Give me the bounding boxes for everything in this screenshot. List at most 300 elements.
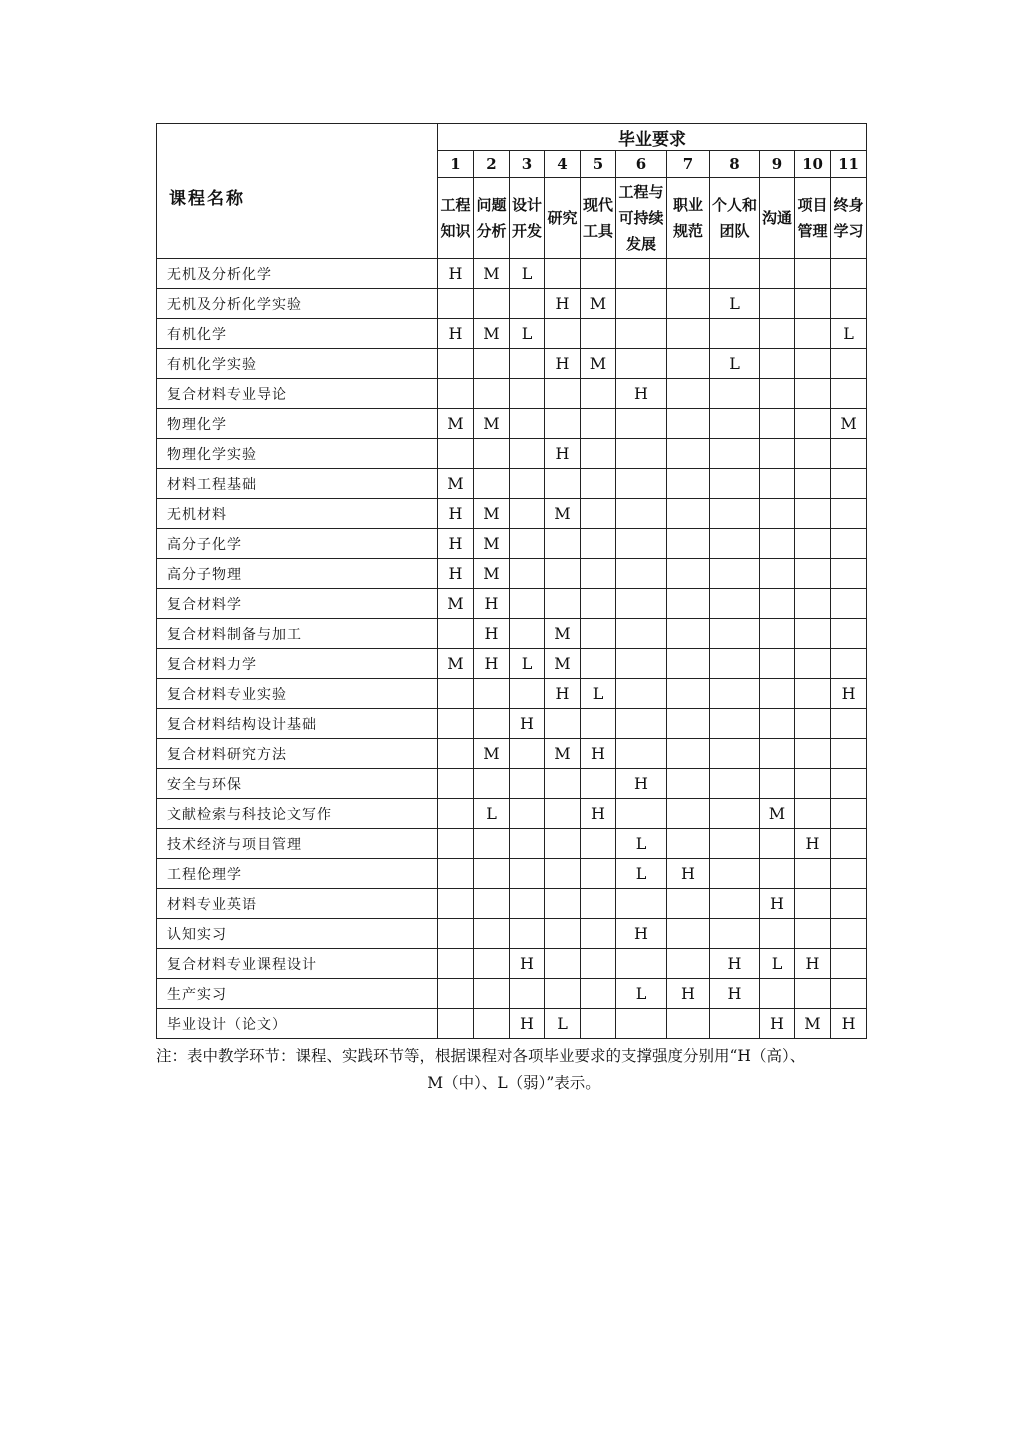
course-name: 复合材料专业课程设计 (157, 949, 438, 979)
support-level-cell (795, 739, 831, 769)
support-level-cell: L (581, 679, 616, 709)
support-level-cell: L (710, 289, 760, 319)
support-level-cell: L (474, 799, 510, 829)
support-level-cell: H (760, 889, 795, 919)
support-level-cell: H (545, 349, 581, 379)
support-level-cell (438, 439, 474, 469)
support-level-cell (795, 349, 831, 379)
support-level-cell (667, 649, 710, 679)
support-level-cell (474, 679, 510, 709)
support-level-cell (438, 709, 474, 739)
support-level-cell (760, 829, 795, 859)
support-level-cell (667, 559, 710, 589)
course-name: 物理化学 (157, 409, 438, 439)
support-level-cell: M (474, 559, 510, 589)
course-name: 材料专业英语 (157, 889, 438, 919)
support-level-cell (795, 619, 831, 649)
support-level-cell (760, 709, 795, 739)
course-name: 物理化学实验 (157, 439, 438, 469)
support-level-cell (438, 919, 474, 949)
course-name: 无机及分析化学 (157, 259, 438, 289)
support-level-cell (667, 769, 710, 799)
support-level-cell (545, 799, 581, 829)
support-level-cell (474, 469, 510, 499)
support-level-cell (510, 409, 545, 439)
support-level-cell (545, 409, 581, 439)
support-level-cell: H (438, 559, 474, 589)
support-level-cell: L (760, 949, 795, 979)
support-level-cell: H (667, 859, 710, 889)
support-level-cell (510, 919, 545, 949)
table-row (157, 709, 867, 739)
course-name: 毕业设计（论文） (157, 1009, 438, 1039)
support-level-cell (510, 769, 545, 799)
course-name: 无机材料 (157, 499, 438, 529)
requirement-name (510, 178, 545, 259)
course-name: 复合材料专业实验 (157, 679, 438, 709)
support-level-cell (760, 439, 795, 469)
support-level-cell: H (616, 919, 667, 949)
support-level-cell (710, 409, 760, 439)
support-level-cell: M (474, 409, 510, 439)
support-level-cell (474, 829, 510, 859)
support-level-cell (795, 259, 831, 289)
support-level-cell (760, 679, 795, 709)
support-level-cell (795, 889, 831, 919)
support-level-cell (831, 589, 867, 619)
support-level-cell (667, 949, 710, 979)
support-level-cell (545, 979, 581, 1009)
support-level-cell (438, 739, 474, 769)
support-level-cell (510, 499, 545, 529)
support-level-cell (710, 739, 760, 769)
support-level-cell: H (831, 679, 867, 709)
support-level-cell: M (438, 469, 474, 499)
support-level-cell (667, 469, 710, 499)
support-level-cell (510, 289, 545, 319)
support-level-cell (831, 469, 867, 499)
table-row (157, 559, 867, 589)
support-level-cell (760, 319, 795, 349)
support-level-cell: H (438, 319, 474, 349)
support-level-cell: H (616, 379, 667, 409)
support-level-cell (616, 529, 667, 559)
support-level-cell (616, 739, 667, 769)
support-level-cell (710, 319, 760, 349)
support-level-cell (831, 949, 867, 979)
requirement-name-text: 工程知识 (440, 196, 471, 240)
support-level-cell (545, 319, 581, 349)
support-level-cell (616, 259, 667, 289)
table-row (157, 529, 867, 559)
support-level-cell: M (474, 319, 510, 349)
support-level-cell (710, 259, 760, 289)
support-level-cell: H (710, 979, 760, 1009)
support-level-cell (616, 349, 667, 379)
support-level-cell (831, 739, 867, 769)
requirement-number: 2 (474, 151, 510, 178)
support-level-cell (474, 769, 510, 799)
support-level-cell (616, 499, 667, 529)
course-name: 技术经济与项目管理 (157, 829, 438, 859)
course-name: 有机化学 (157, 319, 438, 349)
requirement-name-text: 项目管理 (797, 196, 828, 240)
support-level-cell (667, 709, 710, 739)
course-name: 工程伦理学 (157, 859, 438, 889)
course-name: 复合材料力学 (157, 649, 438, 679)
support-level-cell (581, 439, 616, 469)
support-level-cell (581, 529, 616, 559)
support-level-cell (438, 829, 474, 859)
graduation-requirements-header: 毕业要求 (438, 124, 867, 151)
support-level-cell (710, 649, 760, 679)
course-name: 生产实习 (157, 979, 438, 1009)
support-level-cell (474, 379, 510, 409)
support-level-cell (667, 289, 710, 319)
support-level-cell (831, 859, 867, 889)
course-name: 高分子化学 (157, 529, 438, 559)
support-level-cell (438, 889, 474, 919)
support-level-cell (438, 859, 474, 889)
support-level-cell: M (545, 619, 581, 649)
requirement-name-text: 工程与可持续发展 (618, 183, 664, 253)
support-level-cell (795, 499, 831, 529)
support-level-cell (667, 379, 710, 409)
support-level-cell (710, 529, 760, 559)
support-level-cell (474, 979, 510, 1009)
course-name: 材料工程基础 (157, 469, 438, 499)
support-level-cell (667, 829, 710, 859)
support-level-cell (710, 469, 760, 499)
note-line-1: 注：表中教学环节：课程、实践环节等，根据课程对各项毕业要求的支撑强度分别用“H（高）、 (156, 1047, 806, 1065)
support-level-cell: H (438, 259, 474, 289)
support-level-cell (545, 529, 581, 559)
support-level-cell: H (474, 619, 510, 649)
table-row (157, 499, 867, 529)
requirement-name-text: 终身学习 (833, 196, 864, 240)
requirement-name-text: 现代工具 (582, 196, 613, 240)
support-level-cell (581, 619, 616, 649)
requirement-number: 7 (667, 151, 710, 178)
support-level-cell (667, 889, 710, 919)
support-level-cell (581, 949, 616, 979)
support-level-cell (760, 409, 795, 439)
support-level-cell: H (438, 499, 474, 529)
support-level-cell (667, 499, 710, 529)
requirement-number: 11 (831, 151, 867, 178)
support-level-cell (667, 589, 710, 619)
support-level-cell: H (667, 979, 710, 1009)
requirement-name (616, 178, 667, 259)
support-level-cell: L (510, 319, 545, 349)
support-level-cell (667, 619, 710, 649)
support-level-cell (710, 589, 760, 619)
support-level-cell: H (474, 589, 510, 619)
support-level-cell (795, 319, 831, 349)
table-row (157, 589, 867, 619)
support-level-cell (545, 769, 581, 799)
support-level-cell: M (438, 589, 474, 619)
support-level-cell: M (581, 349, 616, 379)
support-level-cell: L (710, 349, 760, 379)
support-level-cell (795, 559, 831, 589)
support-level-cell (760, 979, 795, 1009)
support-level-cell (581, 919, 616, 949)
support-level-cell (545, 919, 581, 949)
course-name: 文献检索与科技论文写作 (157, 799, 438, 829)
support-level-cell: M (545, 499, 581, 529)
support-level-cell (616, 439, 667, 469)
support-level-cell (581, 469, 616, 499)
support-level-cell (795, 409, 831, 439)
support-level-cell: L (510, 259, 545, 289)
support-level-cell (474, 889, 510, 919)
support-level-cell (831, 439, 867, 469)
support-level-cell (510, 889, 545, 919)
support-level-cell (831, 799, 867, 829)
requirement-name (581, 178, 616, 259)
support-level-cell (474, 859, 510, 889)
support-level-cell (616, 709, 667, 739)
support-level-cell (760, 559, 795, 589)
support-level-cell (710, 709, 760, 739)
support-level-cell (581, 379, 616, 409)
support-level-cell (831, 259, 867, 289)
support-level-cell (667, 439, 710, 469)
support-level-cell (474, 1009, 510, 1039)
support-level-cell (438, 289, 474, 319)
course-name: 有机化学实验 (157, 349, 438, 379)
support-level-cell (581, 259, 616, 289)
support-level-cell (438, 1009, 474, 1039)
support-level-cell (616, 949, 667, 979)
support-level-cell: H (795, 829, 831, 859)
support-level-cell (616, 619, 667, 649)
support-level-cell (795, 679, 831, 709)
support-level-cell (831, 379, 867, 409)
support-level-cell (545, 829, 581, 859)
support-level-cell (581, 859, 616, 889)
table-row (157, 619, 867, 649)
course-name: 高分子物理 (157, 559, 438, 589)
support-level-cell (438, 949, 474, 979)
requirement-name (710, 178, 760, 259)
course-name-header: 课程名称 (157, 124, 438, 259)
support-level-cell: M (474, 739, 510, 769)
support-level-cell (795, 919, 831, 949)
support-level-cell (545, 709, 581, 739)
support-level-cell (545, 949, 581, 979)
support-level-cell: L (616, 829, 667, 859)
support-level-cell (616, 649, 667, 679)
support-level-cell (795, 709, 831, 739)
support-level-cell (545, 559, 581, 589)
support-level-cell (438, 379, 474, 409)
support-level-cell (831, 889, 867, 919)
support-level-cell (616, 589, 667, 619)
support-level-cell: L (510, 649, 545, 679)
support-level-cell (616, 559, 667, 589)
support-level-cell (438, 769, 474, 799)
support-level-cell (545, 259, 581, 289)
support-level-cell (510, 679, 545, 709)
support-level-cell (510, 469, 545, 499)
support-level-cell: H (710, 949, 760, 979)
support-level-cell (667, 739, 710, 769)
support-level-cell (795, 589, 831, 619)
course-name: 复合材料制备与加工 (157, 619, 438, 649)
support-level-cell (831, 979, 867, 1009)
support-level-cell (710, 769, 760, 799)
support-level-cell (795, 979, 831, 1009)
support-level-cell: M (474, 529, 510, 559)
support-level-cell (710, 889, 760, 919)
support-level-cell: L (545, 1009, 581, 1039)
support-level-cell (510, 529, 545, 559)
support-level-cell (710, 559, 760, 589)
support-level-cell: H (545, 289, 581, 319)
support-level-cell (581, 409, 616, 439)
requirement-number: 9 (760, 151, 795, 178)
support-level-cell (831, 529, 867, 559)
support-level-cell (438, 619, 474, 649)
support-level-cell: M (438, 409, 474, 439)
support-level-cell: M (831, 409, 867, 439)
table-row (157, 769, 867, 799)
course-name: 安全与环保 (157, 769, 438, 799)
support-level-cell (795, 379, 831, 409)
requirement-number: 6 (616, 151, 667, 178)
support-level-cell (831, 649, 867, 679)
support-level-cell: H (831, 1009, 867, 1039)
requirement-name-text: 个人和团队 (711, 196, 757, 240)
requirement-name (474, 178, 510, 259)
requirement-name (667, 178, 710, 259)
table-row (157, 289, 867, 319)
support-level-cell (831, 619, 867, 649)
support-level-cell: L (831, 319, 867, 349)
requirement-name (795, 178, 831, 259)
requirement-number: 4 (545, 151, 581, 178)
support-level-cell (760, 769, 795, 799)
table-row (157, 439, 867, 469)
support-level-cell (667, 349, 710, 379)
table-row (157, 739, 867, 769)
support-level-cell (760, 349, 795, 379)
requirement-name-text: 设计开发 (511, 196, 542, 240)
support-level-cell (710, 919, 760, 949)
support-level-cell: H (510, 709, 545, 739)
support-level-cell (760, 469, 795, 499)
table-row (157, 979, 867, 1009)
support-level-cell (795, 469, 831, 499)
support-level-cell (581, 319, 616, 349)
support-level-cell (616, 679, 667, 709)
support-level-cell (616, 469, 667, 499)
course-name: 复合材料学 (157, 589, 438, 619)
requirement-name (545, 178, 581, 259)
support-level-cell (474, 709, 510, 739)
support-level-cell: H (581, 739, 616, 769)
table-row (157, 799, 867, 829)
support-level-cell (667, 259, 710, 289)
support-level-cell (581, 559, 616, 589)
support-level-cell (545, 589, 581, 619)
support-level-cell: H (545, 439, 581, 469)
requirement-name-text: 职业规范 (672, 196, 703, 240)
support-level-cell (760, 499, 795, 529)
support-level-cell (581, 589, 616, 619)
support-level-cell (616, 409, 667, 439)
table-row (157, 919, 867, 949)
table-row (157, 1009, 867, 1039)
support-level-cell (760, 259, 795, 289)
support-level-cell (616, 1009, 667, 1039)
support-level-cell (831, 829, 867, 859)
support-level-cell (438, 679, 474, 709)
course-name: 认知实习 (157, 919, 438, 949)
support-level-cell (710, 619, 760, 649)
support-level-cell (760, 589, 795, 619)
table-row (157, 349, 867, 379)
support-level-cell (581, 1009, 616, 1039)
support-level-cell (545, 469, 581, 499)
support-level-cell (710, 499, 760, 529)
support-level-cell (760, 379, 795, 409)
course-name: 复合材料专业导论 (157, 379, 438, 409)
support-level-cell (710, 859, 760, 889)
support-level-cell (474, 439, 510, 469)
support-level-cell: H (474, 649, 510, 679)
support-level-cell: H (545, 679, 581, 709)
table-row (157, 469, 867, 499)
support-level-cell (831, 919, 867, 949)
requirement-name-text: 研究 (547, 209, 578, 227)
support-level-cell (510, 619, 545, 649)
support-level-cell (795, 529, 831, 559)
support-level-cell (667, 409, 710, 439)
support-level-cell: H (760, 1009, 795, 1039)
support-level-cell (510, 589, 545, 619)
support-level-cell (581, 649, 616, 679)
requirement-number: 3 (510, 151, 545, 178)
support-level-cell (760, 919, 795, 949)
support-level-cell (510, 349, 545, 379)
requirement-name-text: 问题分析 (476, 196, 507, 240)
support-level-cell (760, 649, 795, 679)
table-row (157, 829, 867, 859)
table-row (157, 679, 867, 709)
requirement-name (831, 178, 867, 259)
support-level-cell (581, 769, 616, 799)
support-level-cell (710, 679, 760, 709)
support-level-cell: M (581, 289, 616, 319)
support-level-cell: H (581, 799, 616, 829)
support-level-cell: M (545, 739, 581, 769)
support-level-cell (438, 979, 474, 1009)
support-level-cell (667, 919, 710, 949)
support-level-cell (795, 439, 831, 469)
support-level-cell (616, 319, 667, 349)
support-level-cell (831, 559, 867, 589)
support-level-cell (795, 769, 831, 799)
support-level-cell (438, 799, 474, 829)
support-level-cell (795, 859, 831, 889)
support-level-cell (510, 799, 545, 829)
support-level-cell (510, 979, 545, 1009)
table-row (157, 949, 867, 979)
support-level-cell (474, 289, 510, 319)
